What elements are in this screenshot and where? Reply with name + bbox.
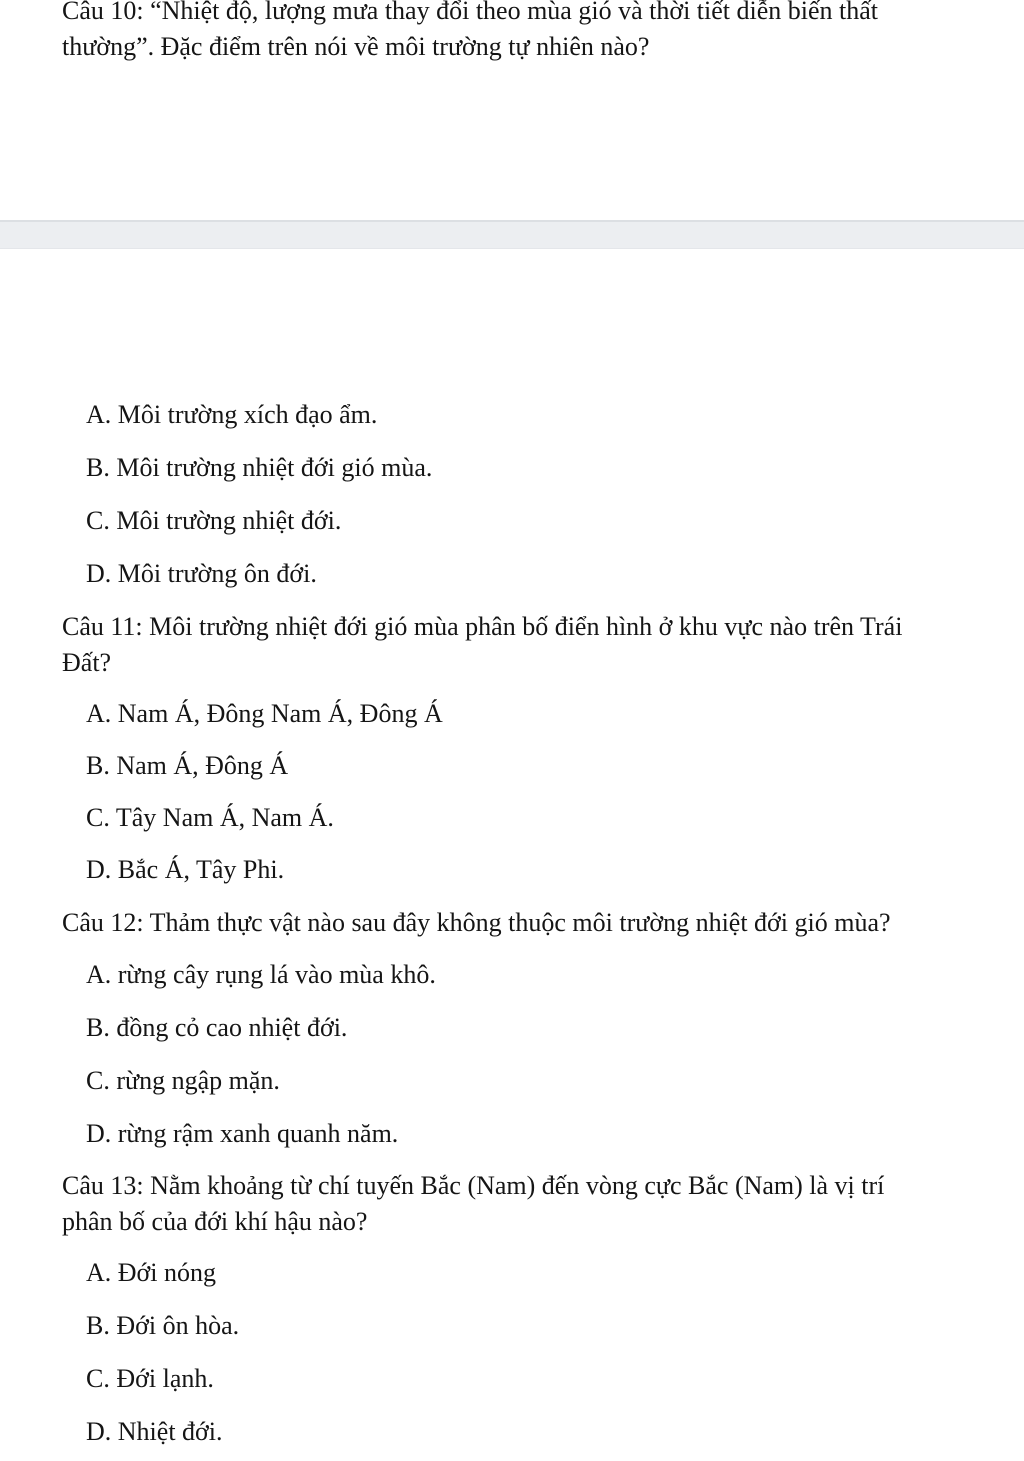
question-11-option-a: A. Nam Á, Đông Nam Á, Đông Á bbox=[86, 699, 443, 728]
question-13-option-c: C. Đới lạnh. bbox=[86, 1364, 214, 1393]
question-13-option-a: A. Đới nóng bbox=[86, 1258, 217, 1287]
page-gap-divider bbox=[0, 220, 1024, 249]
question-13-option-b: B. Đới ôn hòa. bbox=[86, 1311, 240, 1340]
question-10-stem-line-1: Câu 10: “Nhiệt độ, lượng mưa thay đổi theo mùa gió và thời tiết diễn biến thất bbox=[62, 0, 879, 25]
question-12-option-b: B. đồng cỏ cao nhiệt đới. bbox=[86, 1013, 348, 1042]
question-12-option-a: A. rừng cây rụng lá vào mùa khô. bbox=[86, 960, 436, 989]
question-10-option-b: B. Môi trường nhiệt đới gió mùa. bbox=[86, 453, 433, 482]
question-10-stem-line-2: thường”. Đặc điểm trên nói về môi trường tự nhiên nào? bbox=[62, 32, 650, 61]
question-12-stem-line-1: Câu 12: Thảm thực vật nào sau đây không thuộc môi trường nhiệt đới gió mùa? bbox=[62, 908, 891, 937]
question-13-stem-line-2: phân bố của đới khí hậu nào? bbox=[62, 1207, 368, 1236]
question-11-option-d: D. Bắc Á, Tây Phi. bbox=[86, 855, 285, 884]
question-11-stem-line-1: Câu 11: Môi trường nhiệt đới gió mùa phân bố điển hình ở khu vực nào trên Trái bbox=[62, 612, 903, 641]
question-10-option-a: A. Môi trường xích đạo ẩm. bbox=[86, 400, 378, 429]
question-13-stem-line-1: Câu 13: Nằm khoảng từ chí tuyến Bắc (Nam) đến vòng cực Bắc (Nam) là vị trí bbox=[62, 1171, 885, 1200]
question-10-option-d: D. Môi trường ôn đới. bbox=[86, 559, 317, 588]
question-11-option-c: C. Tây Nam Á, Nam Á. bbox=[86, 803, 334, 832]
question-11-option-b: B. Nam Á, Đông Á bbox=[86, 751, 289, 780]
question-12-option-d: D. rừng rậm xanh quanh năm. bbox=[86, 1119, 399, 1148]
question-12-option-c: C. rừng ngập mặn. bbox=[86, 1066, 280, 1095]
question-11-stem-line-2: Đất? bbox=[62, 648, 112, 677]
question-13-option-d: D. Nhiệt đới. bbox=[86, 1417, 223, 1446]
question-10-option-c: C. Môi trường nhiệt đới. bbox=[86, 506, 342, 535]
